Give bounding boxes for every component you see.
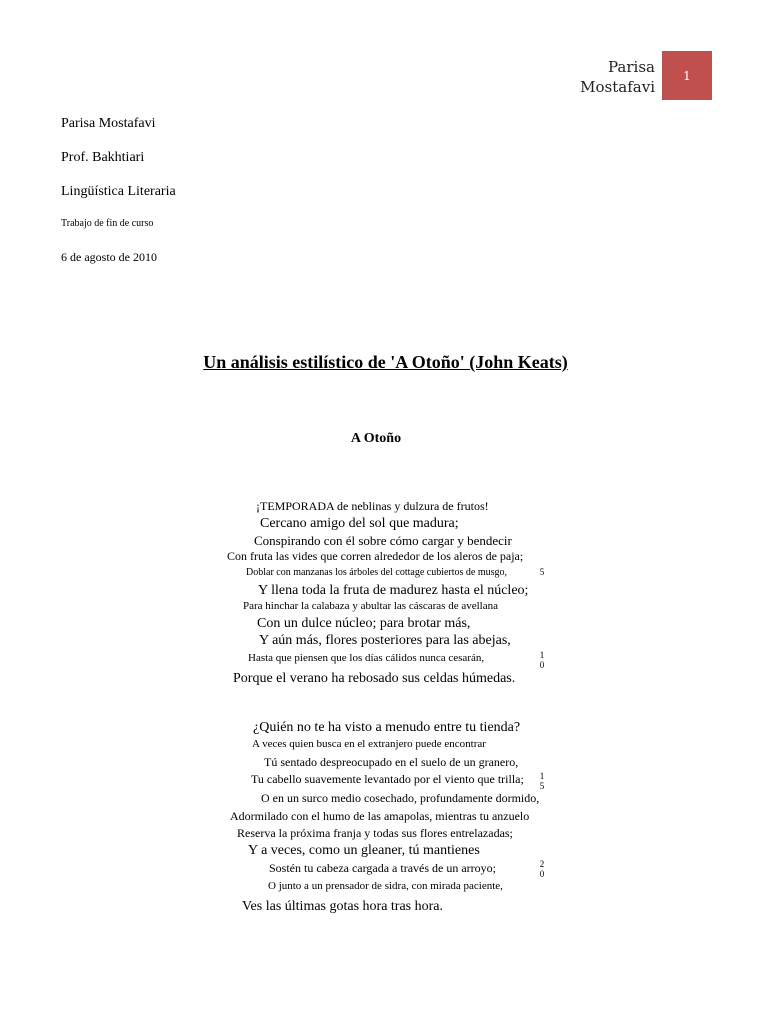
poem-line: Y llena toda la fruta de madurez hasta el núcleo;: [258, 583, 529, 598]
document-title: Un análisis estilístico de 'A Otoño' (John Keats): [203, 352, 568, 372]
poem-line: Y aún más, flores posteriores para las abejas,: [259, 633, 511, 648]
poem-line: A veces quien busca en el extranjero puede encontrar: [252, 738, 486, 750]
line-number-10: 1 0: [539, 650, 545, 670]
poem-line: Con un dulce núcleo; para brotar más,: [257, 616, 471, 631]
poem-line: O en un surco medio cosechado, profundamente dormido,: [261, 791, 540, 805]
header-author-last: Mostafavi: [580, 78, 655, 96]
poem-line: Tu cabello suavemente levantado por el viento que trilla;: [251, 772, 524, 786]
page-number: 1: [683, 68, 691, 83]
header-author: [580, 57, 655, 97]
line-number-15: 1 5: [539, 771, 545, 791]
poem-line: Tú sentado despreocupado en el suelo de un granero,: [264, 755, 519, 769]
student-name: Parisa Mostafavi: [61, 116, 156, 131]
poem-line: Porque el verano ha rebosado sus celdas húmedas.: [233, 671, 516, 686]
course-name: Lingüística Literaria: [61, 184, 176, 199]
poem-line: ¿Quién no te ha visto a menudo entre tu tienda?: [253, 720, 521, 735]
poem-line: Cercano amigo del sol que madura;: [260, 516, 459, 531]
poem-line: Para hinchar la calabaza y abultar las cáscaras de avellana: [243, 600, 498, 612]
poem-line: Y a veces, como un gleaner, tú mantienes: [248, 843, 480, 858]
document-date: 6 de agosto de 2010: [61, 250, 157, 264]
line-number-20: 2 0: [539, 859, 545, 879]
page-number-box: [662, 51, 712, 100]
poem-line: ¡TEMPORADA de neblinas y dulzura de frutos!: [256, 499, 489, 513]
header-author-first: Parisa: [608, 58, 655, 76]
poem-line: Ves las últimas gotas hora tras hora.: [242, 899, 444, 914]
poem-line: Doblar con manzanas los árboles del cottage cubiertos de musgo,: [246, 567, 508, 578]
poem-line: Sostén tu cabeza cargada a través de un arroyo;: [269, 861, 497, 875]
poem-line: O junto a un prensador de sidra, con mirada paciente,: [268, 880, 503, 892]
poem-line: Con fruta las vides que corren alrededor de los aleros de paja;: [227, 549, 524, 563]
line-number-5: 5: [539, 567, 545, 577]
poem-line: Conspirando con él sobre cómo cargar y bendecir: [254, 533, 512, 548]
poem-title: A Otoño: [350, 431, 402, 446]
poem-line: Hasta que piensen que los días cálidos nunca cesarán,: [248, 652, 485, 664]
professor-name: Prof. Bakhtiari: [61, 150, 145, 165]
poem-line: Reserva la próxima franja y todas sus flores entrelazadas;: [237, 826, 513, 840]
assignment-type: Trabajo de fin de curso: [61, 218, 154, 229]
poem-line: Adormilado con el humo de las amapolas, mientras tu anzuelo: [230, 809, 530, 823]
